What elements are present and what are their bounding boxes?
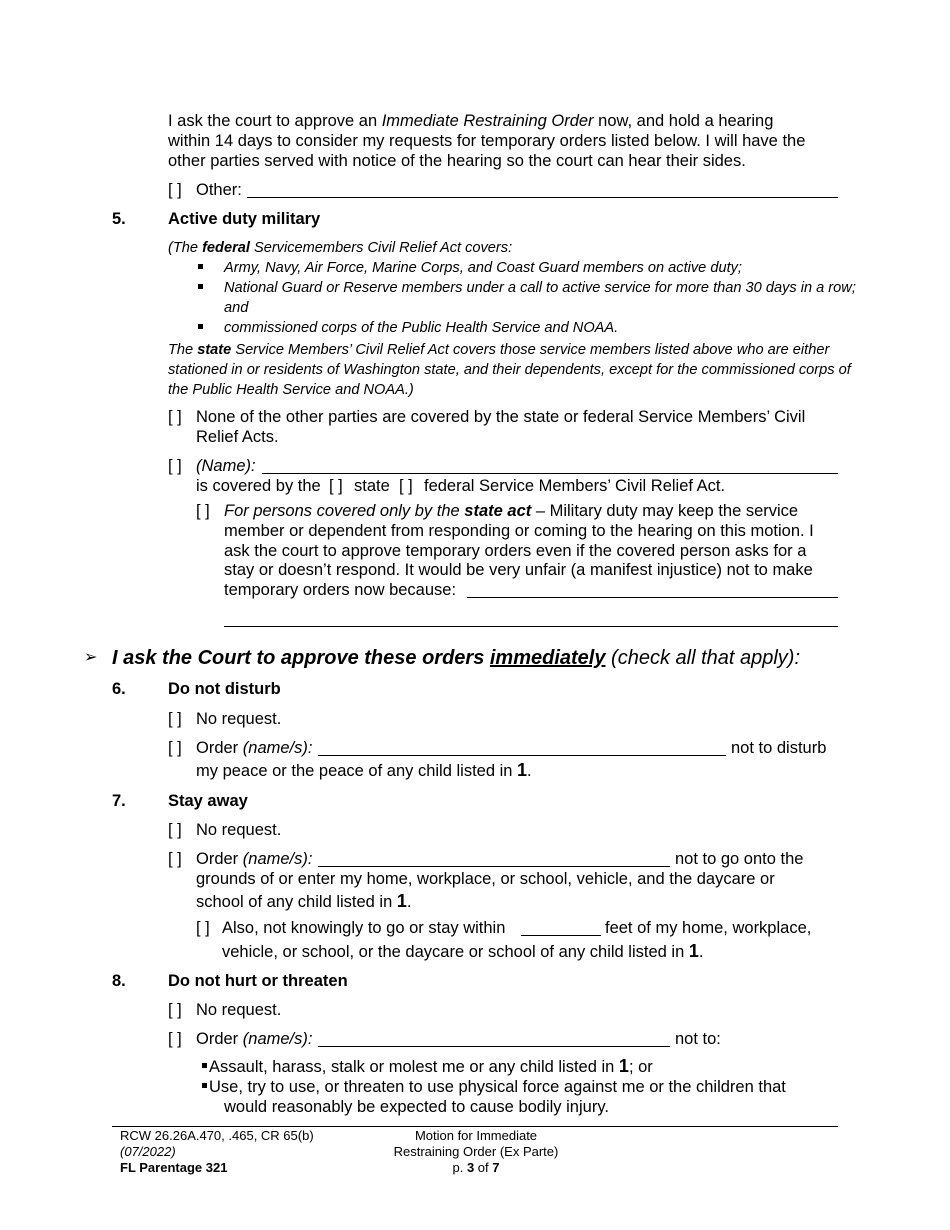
s7-also-after: feet of my home, workplace, [605,919,812,937]
s7-ref: 1 [396,891,407,911]
s5-state-checkbox[interactable]: [ ] [329,477,343,495]
s7-names-label: (name/s): [242,850,313,868]
s8-order-checkbox[interactable]: [ ] [168,1030,182,1048]
s8-no-request-label: No request. [196,1001,282,1019]
s7-also-checkbox[interactable]: [ ] [196,919,210,937]
s5-bullet-1: Army, Navy, Air Force, Marine Corps, and Coast Guard members on active duty; [224,260,742,276]
footer-title-1: Motion for Immediate [414,1128,538,1143]
section-8-number: 8. [112,972,126,990]
s6-order-label [196,738,312,758]
s8-names-label: (name/s): [242,1030,313,1048]
bullet-icon [198,324,203,329]
s7-feet-input-line[interactable] [521,935,601,936]
s5-bullet-2-cont: and [224,300,249,316]
s5-state-word: state [197,342,232,358]
s5-bullet-2: National Guard or Reserve members under a call to active service for more than 30 days in a row; [224,280,856,296]
section-5-title: Active duty military [168,210,321,228]
s6-ref: 1 [517,760,528,780]
s5-state-only-line-3: ask the court to approve temporary orders even if the covered person asks for a [224,542,807,560]
s6-no-request-checkbox[interactable]: [ ] [168,710,182,728]
s5-state-only-line-2: member or dependent from responding or coming to the hearing on this motion. I [224,522,814,540]
s7-also-line-2-end: . [698,943,704,961]
s6-names-label: (name/s): [242,739,313,757]
intro-line-2: within 14 days to consider my requests for temporary orders listed below. I will have the [168,132,806,150]
s5-note-line-1 [168,238,512,258]
s8-ref: 1 [618,1056,629,1076]
s7-order-label [196,849,312,869]
s5-federal-label: federal Service Members’ Civil Relief Act. [424,477,726,495]
s5-covered-text: is covered by the [196,477,321,495]
s8-names-input-line[interactable] [318,1046,670,1047]
s7-names-input-line[interactable] [318,866,670,867]
section-6-title: Do not disturb [168,680,281,698]
s5-state-line-1 [168,340,829,360]
s5-because-input-line-2[interactable] [224,626,838,627]
s5-state-only-line-1 [224,501,798,521]
s7-ref: 1 [688,941,699,961]
s7-line-3-end: . [406,893,412,911]
s8-bullet-1-end: ; or [628,1058,653,1076]
s5-federal-checkbox[interactable]: [ ] [399,477,413,495]
bullet-icon [198,264,203,269]
intro-text: I ask the court to approve an [168,112,382,130]
s7-no-request-label: No request. [196,821,282,839]
s5-state-only-line-4: stay or doesn’t respond. It would be very unfair (a manifest injustice) not to make [224,561,813,579]
s7-also-line-2 [222,941,703,962]
s8-bullet-1 [209,1056,653,1077]
s5-state-only-italic: For persons covered only by the [224,502,465,520]
s5-state-only-text: – Military duty may keep the service [531,502,799,520]
s6-line-2 [196,760,532,781]
s7-line-3 [196,891,411,912]
s5-state-only-act: state act [464,502,532,520]
s8-order-word: Order [196,1030,239,1048]
footer-date: (07/2022) [120,1144,176,1159]
section-5-number: 5. [112,210,126,228]
s5-none-checkbox[interactable]: [ ] [168,408,182,426]
s6-no-request-label: No request. [196,710,282,728]
s7-order-word: Order [196,850,239,868]
s8-after-text: not to: [675,1030,721,1048]
s5-note-federal: federal [202,240,250,256]
intro-term: Immediate Restraining Order [381,112,594,130]
s5-because-input-line[interactable] [467,597,838,598]
s6-line-2-text: my peace or the peace of any child listed in [196,762,518,780]
s6-names-input-line[interactable] [318,755,726,756]
s6-line-2-end: . [527,762,532,780]
s8-no-request-checkbox[interactable]: [ ] [168,1001,182,1019]
s7-after-text: not to go onto the [675,850,804,868]
s5-name-input-line[interactable] [262,473,838,474]
s8-bullet-2-cont: would reasonably be expected to cause bodily injury. [224,1098,609,1116]
s5-state-label: state [354,477,390,495]
footer-title-2: Restraining Order (Ex Parte) [393,1144,559,1159]
s6-order-word: Order [196,739,239,757]
footer-rcw: RCW 26.26A.470, .465, CR 65(b) [120,1128,314,1143]
bullet-icon [198,284,203,289]
bullet-icon [202,1063,207,1068]
footer-form-number: FL Parentage 321 [120,1160,228,1175]
s5-state-line-2: stationed in or residents of Washington state, and their dependents, except for the commissioned corps of [168,362,851,378]
s5-state-text: Service Members’ Civil Relief Act covers those service members listed above who are either [231,342,830,358]
section-7-title: Stay away [168,792,248,810]
s5-bullet-3: commissioned corps of the Public Health Service and NOAA. [224,320,619,336]
s8-order-label [196,1029,312,1049]
s7-line-3-text: school of any child listed in [196,893,397,911]
bullet-icon [202,1083,207,1088]
s5-note-text: Servicemembers Civil Relief Act covers: [249,240,513,256]
s5-state-text: The [168,342,198,358]
s6-order-checkbox[interactable]: [ ] [168,739,182,757]
s5-state-only-line-5: temporary orders now because: [224,581,457,599]
other-input-line[interactable] [247,197,838,198]
s8-bullet-1-text: Assault, harass, stalk or molest me or any child listed in [209,1058,619,1076]
ask-heading-text: I ask the Court to approve these orders [112,647,490,669]
footer-page-total: 7 [492,1160,500,1175]
footer-rule [112,1126,838,1127]
arrow-icon: ➢ [84,649,98,666]
s8-bullet-2: Use, try to use, or threaten to use physical force against me or the children that [209,1078,786,1096]
s5-state-only-checkbox[interactable]: [ ] [196,502,210,520]
ask-heading-note: (check all that apply): [605,647,801,669]
s5-none-label-cont: Relief Acts. [196,428,279,446]
other-checkbox[interactable]: [ ] [168,181,182,199]
ask-heading-word: immediately [489,647,606,669]
section-6-number: 6. [112,680,126,698]
ask-heading [112,646,800,670]
s7-order-checkbox[interactable]: [ ] [168,850,182,868]
s7-also-line-2-text: vehicle, or school, or the daycare or school of any child listed in [222,943,689,961]
other-label: Other: [196,181,242,199]
intro-line-1 [168,111,773,131]
footer-page-number: 3 [466,1160,475,1175]
intro-line-3: other parties served with notice of the hearing so the court can hear their sides. [168,152,746,170]
s5-name-label: (Name): [196,457,256,475]
s6-after-text: not to disturb [731,739,827,757]
section-7-number: 7. [112,792,126,810]
section-8-title: Do not hurt or threaten [168,972,348,990]
s7-line-2: grounds of or enter my home, workplace, or school, vehicle, and the daycare or [196,870,775,888]
s5-note-text: (The [168,240,203,256]
intro-text: now, and hold a hearing [593,112,774,130]
footer-page [376,1160,576,1176]
s5-name-checkbox[interactable]: [ ] [168,457,182,475]
footer-page-pre: p. [452,1160,467,1175]
s5-state-line-3: the Public Health Service and NOAA.) [168,382,414,398]
s5-none-label: None of the other parties are covered by the state or federal Service Members’ Civil [196,408,806,426]
s7-no-request-checkbox[interactable]: [ ] [168,821,182,839]
s7-also-text: Also, not knowingly to go or stay within [222,919,506,937]
footer-page-mid: of [474,1160,493,1175]
